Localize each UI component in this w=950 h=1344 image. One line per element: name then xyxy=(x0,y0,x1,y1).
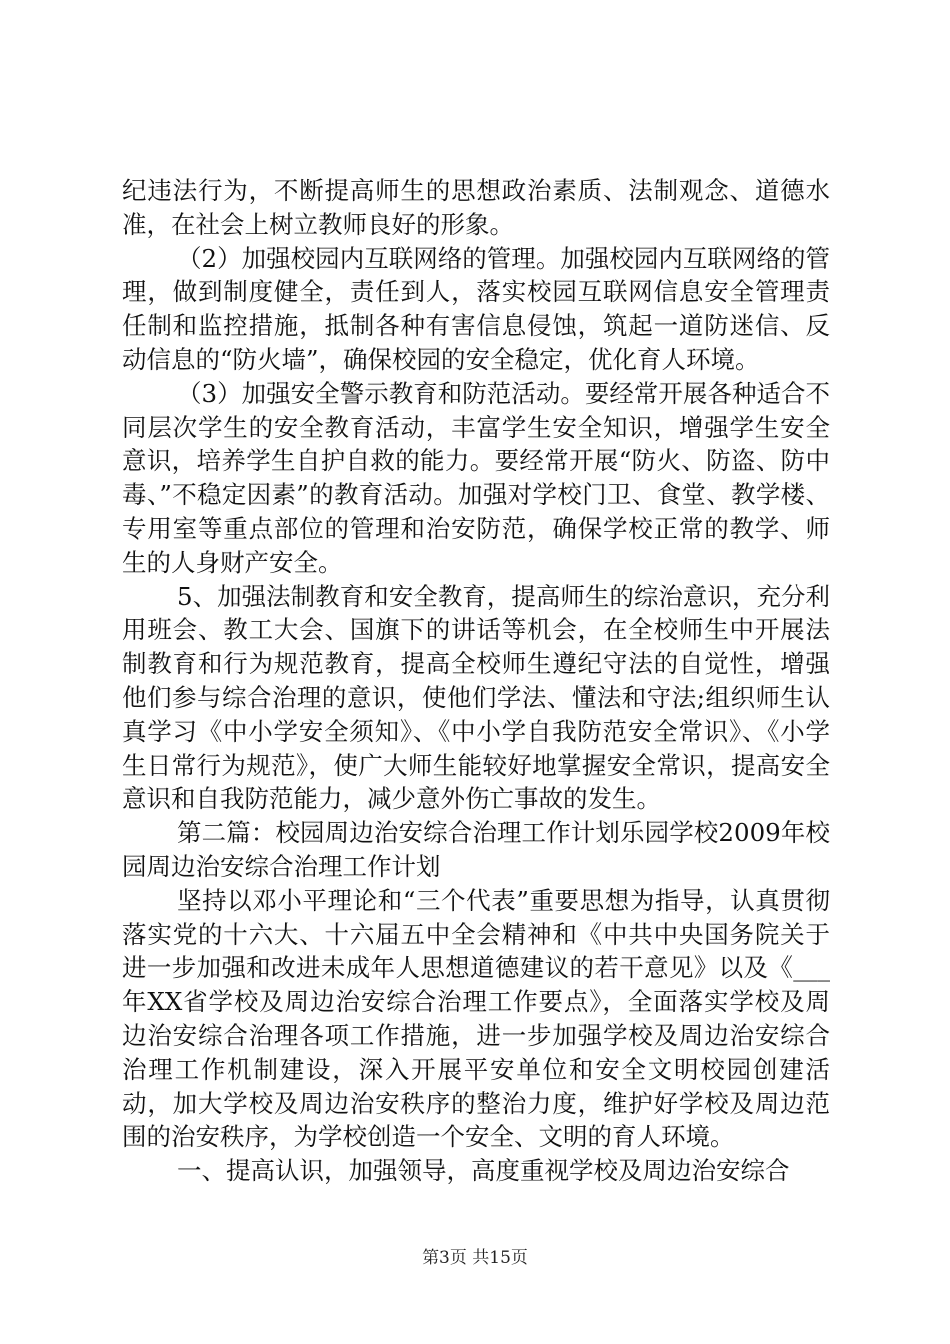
paragraph-5: 坚持以邓小平理论和“三个代表”重要思想为指导，认真贯彻落实党的十六大、十六届五中全会精神和《中共中央国务院关于进一步加强和改进未成年人思想道德建议的若干意见》以及《___年XX省学校及周边治安综合治理工作要点》，全面落实学校及周边治安综合治理各项工作措施，进一步加强学校及周边治安综合治理工作机制建设，深入开展平安单位和安全文明校园创建活动，加大学校及周边治安秩序的整治力度，维护好学校及周边范围的治安秩序，为学校创造一个安全、文明的育人环境。 xyxy=(122,885,830,1152)
paragraph-2: （2）加强校园内互联网络的管理。加强校园内互联网络的管理，做到制度健全，责任到人，落实校园互联网信息安全管理责任制和监控措施，抵制各种有害信息侵蚀，筑起一道防迷信、反动信息的“防火墙”，确保校园的安全稳定，优化育人环境。 xyxy=(122,243,830,374)
document-body xyxy=(122,174,830,1188)
paragraph-4: 5、加强法制教育和安全教育，提高师生的综治意识，充分利用班会、教工大会、国旗下的讲话等机会，在全校师生中开展法制教育和行为规范教育，提高全校师生遵纪守法的自觉性，增强他们参与综合治理的意识，使他们学法、懂法和守法;组织师生认真学习《中小学安全须知》、《中小学自我防范安全常识》、《小学生日常行为规范》，使广大师生能较好地掌握安全常识，提高安全意识和自我防范能力，减少意外伤亡事故的发生。 xyxy=(122,581,830,814)
paragraph-1: 纪违法行为，不断提高师生的思想政治素质、法制观念、道德水准，在社会上树立教师良好的形象。 xyxy=(122,176,830,239)
page-number-footer: 第3页 共15页 xyxy=(422,1248,528,1268)
paragraph-6: 一、提高认识，加强领导，高度重视学校及周边治安综合 xyxy=(177,1156,790,1186)
paragraph-3: （3）加强安全警示教育和防范活动。要经常开展各种适合不同层次学生的安全教育活动，丰富学生安全知识，增强学生安全意识，培养学生自护自救的能力。要经常开展“防火、防盗、防中毒、”不稳定因素”的教育活动。加强对学校门卫、食堂、教学楼、专用室等重点部位的管理和治安防范，确保学校正常的教学、师生的人身财产安全。 xyxy=(122,378,830,577)
section-heading: 第二篇：校园周边治安综合治理工作计划乐园学校2009年校园周边治安综合治理工作计划 xyxy=(122,818,830,881)
